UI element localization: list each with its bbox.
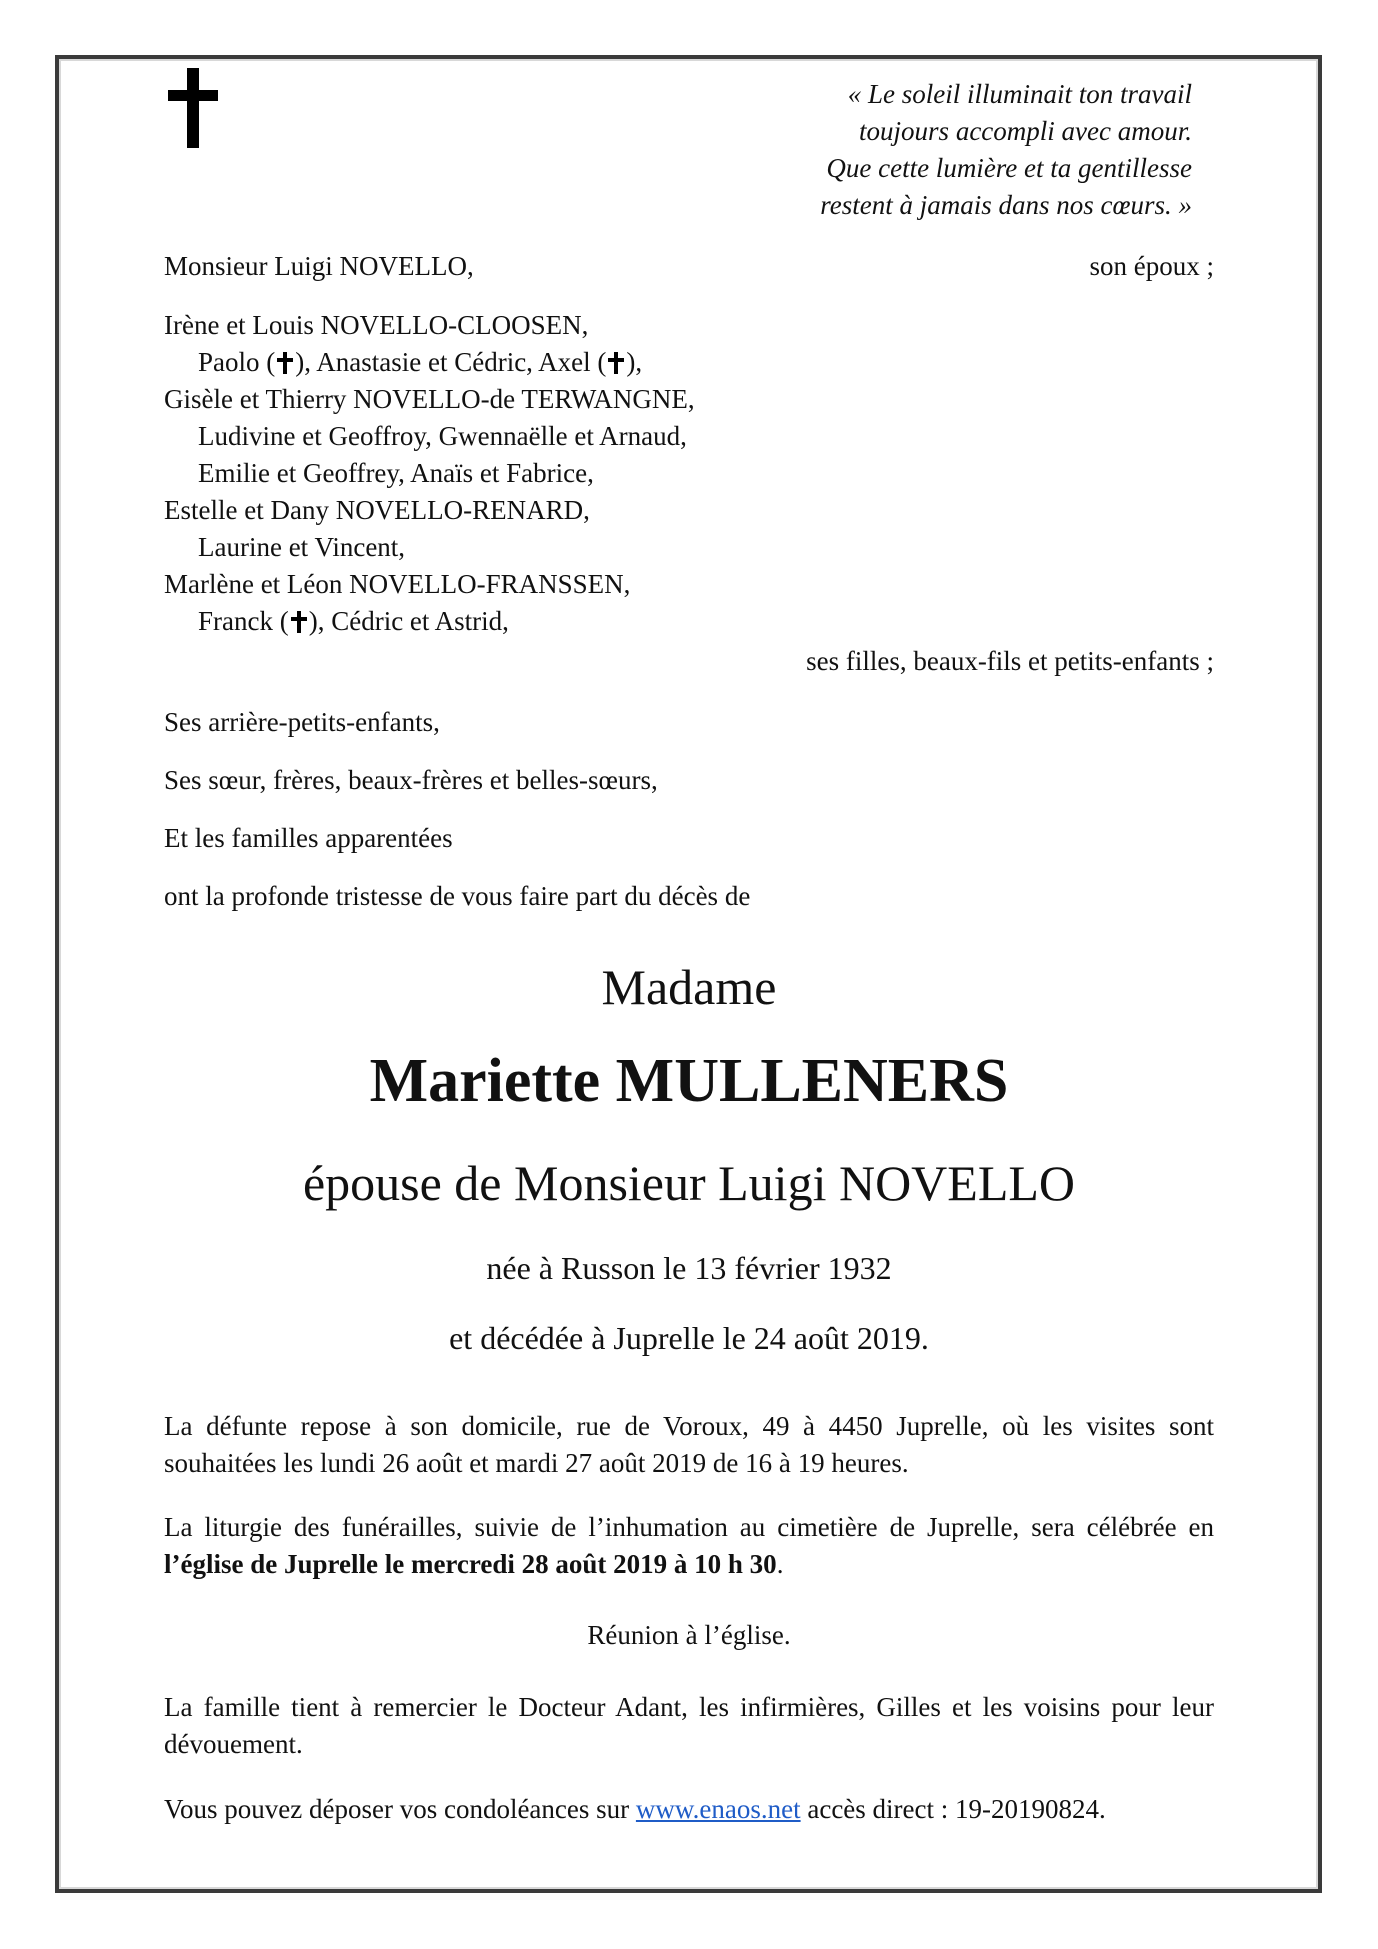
family-line <box>198 344 642 381</box>
deceased-name: Mariette MULLENERS <box>369 1047 1009 1115</box>
condolences-text: accès direct : 19-20190824. <box>800 1794 1106 1824</box>
family-text: Paolo ( <box>198 347 276 377</box>
gathering-line: Réunion à l’église. <box>587 1620 791 1650</box>
siblings-line: Ses sœur, frères, beaux-frères et belles-sœurs, <box>164 765 658 795</box>
announcement-line: ont la profonde tristesse de vous faire part du décès de <box>164 881 751 911</box>
deceased-spouse-line: épouse de Monsieur Luigi NOVELLO <box>302 1155 1076 1211</box>
family-text: ), Anastasie et Cédric, Axel ( <box>295 347 607 377</box>
latin-cross-icon <box>168 68 218 148</box>
family-text: Franck ( <box>198 606 289 636</box>
visit-paragraph: La défunte repose à son domicile, rue de Voroux, 49 à 4450 Juprelle, où les visites sont souhaitées les lundi 26 août et mardi 27 août 2019 de 16 à 19 heures. <box>164 1411 1214 1478</box>
family-line: Gisèle et Thierry NOVELLO-de TERWANGNE, <box>164 384 695 414</box>
liturgy-text: . <box>776 1549 784 1579</box>
liturgy-paragraph <box>164 1509 1214 1583</box>
quote-line: Que cette lumière et ta gentillesse <box>826 153 1192 183</box>
quote-line: restent à jamais dans nos cœurs. » <box>820 190 1192 220</box>
liturgy-text: La liturgie des funérailles, suivie de l’inhumation au cimetière de Juprelle, sera célébrée en <box>164 1512 1214 1542</box>
family-line: Emilie et Geoffrey, Anaïs et Fabrice, <box>198 458 594 488</box>
spouse-role: son époux ; <box>1089 251 1214 281</box>
quote-line: « Le soleil illuminait ton travail <box>847 79 1192 109</box>
family-line <box>198 603 509 640</box>
family-line: Laurine et Vincent, <box>198 532 406 562</box>
liturgy-emphasis: l’église de Juprelle le mercredi 28 août 2019 à 10 h 30 <box>164 1549 777 1579</box>
latin-cross-icon <box>276 352 294 374</box>
condolences-link[interactable]: www.enaos.net <box>635 1794 801 1824</box>
family-role: ses filles, beaux-fils et petits-enfants ; <box>806 646 1214 676</box>
birth-line: née à Russon le 13 février 1932 <box>486 1250 892 1286</box>
family-text: ), <box>626 347 643 377</box>
condolences-paragraph <box>164 1791 1214 1828</box>
family-line: Ludivine et Geoffroy, Gwennaëlle et Arnaud, <box>198 421 687 451</box>
thanks-paragraph: La famille tient à remercier le Docteur Adant, les infirmières, Gilles et les voisins pour leur dévouement. <box>164 1692 1214 1759</box>
family-text: ), Cédric et Astrid, <box>308 606 509 636</box>
family-line: Marlène et Léon NOVELLO-FRANSSEN, <box>164 569 631 599</box>
deceased-title: Madame <box>601 959 777 1015</box>
latin-cross-icon <box>290 611 308 633</box>
death-line: et décédée à Juprelle le 24 août 2019. <box>449 1320 929 1356</box>
latin-cross-icon <box>607 352 625 374</box>
spouse-name: Monsieur Luigi NOVELLO, <box>164 251 474 281</box>
epigraph-quote <box>672 76 1192 224</box>
condolences-text: Vous pouvez déposer vos condoléances sur <box>164 1794 636 1824</box>
family-line: Irène et Louis NOVELLO-CLOOSEN, <box>164 310 589 340</box>
relatives-line: Et les familles apparentées <box>164 823 453 853</box>
family-line: Estelle et Dany NOVELLO-RENARD, <box>164 495 590 525</box>
great-grandchildren-line: Ses arrière-petits-enfants, <box>164 707 440 737</box>
quote-line: toujours accompli avec amour. <box>859 116 1192 146</box>
